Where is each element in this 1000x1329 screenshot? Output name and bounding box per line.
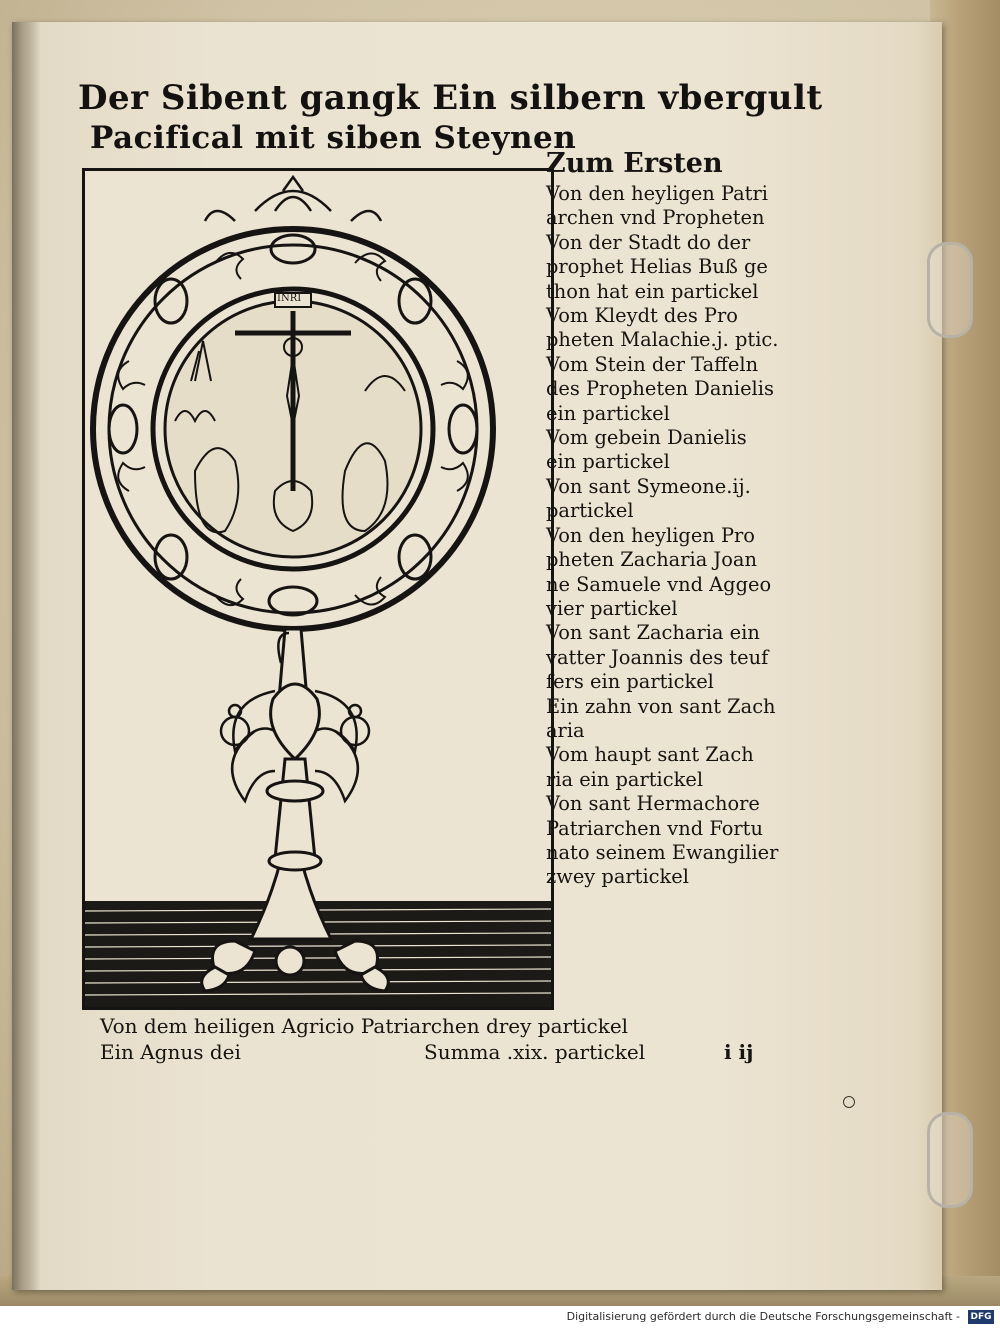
agnus-dei: Ein Agnus dei [100,1040,241,1064]
monstrance-stem [267,629,323,859]
footer-bar [0,1306,1000,1329]
page-title-line2: Pacifical mit siben Steynen [90,120,577,156]
page-clip-top [927,242,973,338]
page-gutter [12,22,40,1290]
relic-line: Von der Stadt do der [546,230,751,254]
relic-line: ne Samuele vnd Aggeo [546,572,772,596]
relic-line: Vom haupt sant Zach [546,743,754,767]
dfg-credit: Digitalisierung gefördert durch die Deutsche Forschungsgemeinschaft - [566,1310,960,1323]
page-title-line1: Der Sibent gangk Ein silbern vbergult [78,78,823,118]
dfg-logo-icon: DFG [968,1310,994,1324]
relic-line: vatter Joannis des teuf [546,645,769,669]
relic-line: Von sant Symeone.ij. [546,474,751,498]
relic-line: ein partickel [546,450,670,474]
relic-line: nato seinem Ewangilier [546,840,779,864]
monstrance-disc [93,229,493,629]
relic-line: archen vnd Propheten [546,206,765,230]
relic-line: Vom Stein der Taffeln [546,352,759,376]
woodcut-reliquary [82,168,554,1010]
relic-line: pheten Zacharia Joan [546,548,757,572]
page-clip-bottom [927,1112,973,1208]
relic-line: Vom Kleydt des Pro [546,304,738,328]
relic-line: Von sant Hermachore [546,792,760,816]
agricio-line: Von dem heiligen Agricio Patriarchen drey partickel [100,1014,629,1038]
relic-line: fers ein partickel [546,670,714,694]
relic-line: Vom gebein Danielis [546,426,747,450]
reliquary-illustration [85,171,551,1007]
relic-line: prophet Helias Buß ge [546,255,768,279]
signature-mark: i ij [724,1040,754,1064]
relic-line: aria [546,718,585,742]
relic-line: vier partickel [546,596,678,620]
summa-total: Summa .xix. partickel [424,1040,646,1064]
inri-label: INRI [277,293,302,304]
relic-line: ria ein partickel [546,767,704,791]
relic-line: pheten Malachie.j. ptic. [546,328,779,352]
relic-line: Von den heyligen Patri [546,182,768,205]
relic-line: Patriarchen vnd Fortu [546,816,763,840]
relic-line: thon hat ein partickel [546,279,759,303]
relic-line: Von sant Zacharia ein [546,621,760,645]
relic-line: des Propheten Danielis [546,377,774,401]
crown-top [205,177,381,221]
ink-dot [843,1096,855,1108]
relic-line: partickel [546,499,634,523]
relic-line: Von den heyligen Pro [546,523,755,547]
relic-heading: Zum Ersten [546,148,723,179]
relic-line: ein partickel [546,401,670,425]
relic-line: zwey partickel [546,865,689,889]
relic-list [546,146,836,890]
relic-line: Ein zahn von sant Zach [546,694,776,718]
